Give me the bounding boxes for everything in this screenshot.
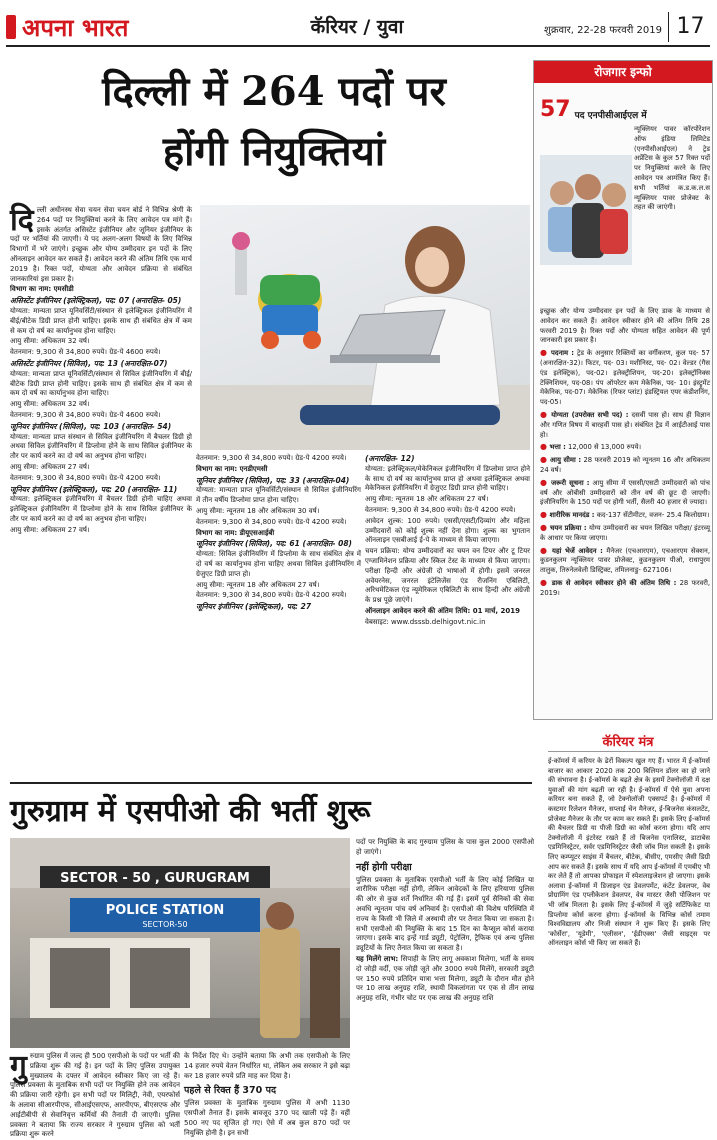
story1-dropcap: दि [10, 203, 34, 238]
paragraph: योग्यता: इलेक्ट्रिकल इंजीनियरिंग में बैचलर डिग्री होनी चाहिए अथवा इलेक्ट्रिकल इंजीनियरिंग में डिप्लोमा होने के साथ सिविल इंजीनियर के तौर पर कार्य करने का दो वर्ष का अनुभव होना चाहिए। [10, 495, 192, 523]
sidebar-headline-text: पद एनपीसीआईएल में [574, 111, 647, 121]
story1-col2-body [196, 454, 361, 612]
paragraph: वेतनमान: 9,300 से 34,800 रुपये। ग्रेड-पे 4200 रुपये। [10, 473, 161, 482]
paragraph: आयु सीमा: न्यूनतम 18 और अधिकतम 30 वर्ष। [196, 506, 320, 515]
sidebar-item-text: 12,000 से 13,000 रुपये। [568, 443, 642, 452]
sidebar-item [540, 348, 710, 408]
sidebar-item-text: 28 फरवरी 2019 को न्यूनतम 16 और अधिकतम 24 वर्ष। [540, 456, 710, 474]
rozgar-info-sidebar [533, 60, 713, 720]
paragraph: योग्यता: मान्यता प्राप्त यूनिवर्सिटी/संस्थान से सिविल इंजीनियरिंग में तीन वर्षीय डिप्लोमा प्राप्त होना चाहिए। [196, 486, 361, 505]
story2-col3b-text: पुलिस प्रवक्ता के मुताबिक एसपीओ भर्ती के लिए कोई लिखित या शारीरिक परीक्षा नहीं होगी, लेकिन आवेदकों के लिए हरियाणा पुलिस की ओर से कुछ शर्तें निर्धारित की गई हैं। इसमें पूर्व सैनिकों की सेवा अवधि न्यूनतम पांच वर्ष अनिवार्य है। एसपीओ की विशेष परिस्थिति में राज्य के किसी भी जिले में अस्थायी तौर पर तैनात किया जा सकता है। सभी एसपीओ की नियुक्ति के बाद 15 दिन का कैप्सूल कोर्स कराया जाएगा। इसके बाद इन्हें गार्ड ड्यूटी, पेट्रोलिंग, ट्रैफिक एवं अन्य पुलिस ड्यूटियों के लिए तैनात किया जा सकता है। [356, 875, 534, 953]
students-illustration [540, 155, 632, 265]
sidebar-item [540, 442, 710, 453]
post-subheading: जूनियर इंजीनियर (इलेक्ट्रिकल), पद: 27 [196, 602, 312, 612]
sidebar-item-text: ट्रेड के अनुसार रिक्तियों का वर्गीकरण, कुल पद- 57 (अनारक्षित-32)। फिटर, पद- 03। मशीनिस्ट, पद- 02। वेल्डर (गैस एंड इलेक्ट्रिक), पद-02। इलेक्ट्रीशियन, पद-20। इलेक्ट्रॉनिक्स टेक्निशियन, पद-08। पंप ऑपरेटर कम मेकेनिक, पद- 10। इंस्ट्रूमेंट मेकेनिक, पद-07। मेकेनिक (रिफर प्लांट) इंडस्ट्रियल एयर कंडीशनिंग, पद-05। [540, 349, 710, 407]
story1-col3-body [365, 454, 530, 628]
sidebar-item-text: दसवीं पास हो। साथ ही विज्ञान और गणित विषय में बारहवीं पास हो। संबंधित ट्रेड में आईटीआई पास हो। [540, 410, 710, 439]
bullet-icon: ● [540, 348, 552, 358]
story2-col3-subhead: नहीं होगी परीक्षा [356, 861, 412, 873]
section-title: कॅरियर / युवा [310, 16, 404, 38]
sidebar-item-text: योग्य उम्मीदवारों का चयन लिखित परीक्षा/ इंटरव्यू के आधार पर किया जाएगा। [540, 523, 710, 542]
sidebar-item-label: शारीरिक मानदंड : [549, 511, 595, 520]
masthead-logo [6, 12, 146, 42]
issue-date: शुक्रवार, 22-28 फरवरी 2019 [544, 25, 662, 36]
post-subheading: जूनियर इंजीनियर (सिविल), पद: 103 (अनारक्षित- 54) [10, 421, 172, 431]
bullet-icon: ● [540, 545, 553, 555]
department-label: विभाग का नाम: एमसीडी [10, 285, 74, 294]
department-label: ऑनलाइन आवेदन करने की अंतिम तिथि: 01 मार्च, 2019 [365, 606, 520, 615]
story2-benefits-text: सिपाही के लिए लागू अवकाश मिलेगा, भर्ती के समय दो जोड़ी वर्दी, एक जोड़ी जूते और 3000 रुपये मिलेंगे, सरकारी ड्यूटी पर 150 रुपये प्रतिदिन यात्रा भत्ता मिलेगा, ड्यूटी के दौरान मौत होने पर 10 लाख अनुग्रह राशि, स्थायी विकलांगता पर एक से तीन लाख अनुग्रह राशि, गंभीर चोट पर एक लाख की अनुग्रह राशि [356, 954, 534, 1003]
sidebar-top-text: न्यूक्लियर पावर कॉरपोरेशन ऑफ इंडिया लिमिटेड (एनपीसीआईएल) ने ट्रेड अप्रेंटिस के कुल 57 रिक्त पदों पर नियुक्तियां करने के लिए आवेदन पत्र आमंत्रित किए हैं। सभी भर्तियां क.ड.क.ल.स न्यूक्लियर पावर प्रोजेक्ट के तहत की जाएंगी। [634, 125, 710, 212]
station-illustration [10, 838, 350, 1048]
story1-headline [18, 62, 530, 198]
bullet-icon: ● [540, 442, 550, 452]
sidebar-item [540, 546, 710, 576]
post-subheading: असिस्टेंट इंजीनियर (सिविल), पद: 13 (अनारक्षित-07) [10, 358, 168, 368]
story2-benefits-lead: यह मिलेंगे लाभ: [356, 954, 399, 963]
sidebar-item-label: चयन प्रक्रिया : [550, 523, 587, 532]
sidebar-item-label: यहां भेजें आवेदन : [552, 546, 603, 555]
sidebar-item [540, 455, 710, 476]
police-station-photo [10, 838, 350, 1048]
paragraph: वेतनमान: 9,300 से 34,800 रुपये। ग्रेड-पे 4200 रुपये। [196, 517, 347, 526]
bullet-icon: ● [540, 510, 550, 520]
career-mantra-text: ई-कॉमर्स में करियर के ढेरों विकल्प खुल गए हैं। भारत में ई-कॉमर्स बाजार का आकार 2020 तक 200 बिलियन डॉलर का हो जाने की संभावना है। ई-कॉमर्स के बढ़ते क्षेत्र के इसमें टेक्नोलॉजी में दक्ष युवाओं की मांग बढ़ती जा रही है। ई-कॉमर्स में ऐसे युवा अपना करियर बना सकते हैं, जो टेक्नोलॉजी एक्सपर्ट है। ई-कॉमर्स में कस्टमर रिलेशन मैनेजर, सप्लाई चेन मैनेजर, ई-बिजनेस कंसलटेंट, प्रोजेक्ट मैनेजर के तौर पर काम कर सकते हैं। इसके लिए ई-कॉमर्स की बैचलर डिग्री या पीजी डिग्री का कोर्स करना होगा। यदि आप टेक्नोलॉजी में इंटरेस्ट रखते हैं तो बिजनेस एनालिस्ट, डाटाबेस एडमिनिस्ट्रेटर, सर्वर एडमिनिस्ट्रेटर जैसी जॉब मिल सकती है। इसके लिए कम्प्यूटर साइंस में बैचलर, बीटेक, बीसीए, एमसीए जैसी डिग्री आप कर सकते हैं। इसके साथ में यदि आप ई-कॉमर्स में एमबीए भी कर लेते हैं तो आपका प्रोफाइल में स्पेशलाइजेशन हो जाएगा। इसके अलावा ई-कॉमर्स में डिजाइन एंड डेवलपमेंट, कंटेंट डेवलपर, वेब प्रोग्रामिंग एंड एप्लीकेशन डेवलपर, वेब मास्टर जैसी पोजिशन पर भी जॉब मिलता है। इसके लिए ई-कॉमर्स में जुड़े सर्टिफिकेट या डिप्लोमा कोर्स करना होगा। ई-कॉमर्स के विभिन्न कोर्स तमाम विश्वविद्यालय और निजी संस्थान ने शुरू किए हैं। इसके लिए 'कोर्सेरा', 'यूडेमी', 'एलीसन', 'ईडीएक्स' जैसी साइट्स पर ऑनलाइन कोर्स भी किए जा सकते हैं। [548, 757, 710, 948]
post-subheading: (अनारक्षित- 12) [365, 454, 415, 463]
paragraph: योग्यता: मान्यता प्राप्त यूनिवर्सिटी/संस्थान से सिविल इंजीनियरिंग में बीई/बीटेक डिग्री प्राप्त होनी चाहिए। इसके साथ ही संबंधित क्षेत्र में कम से कम दो वर्ष का कार्यानुभव होना चाहिए। [10, 369, 192, 398]
sidebar-item [540, 410, 710, 440]
sidebar-big-number: 57 [540, 97, 571, 122]
post-subheading: असिस्टेंट इंजीनियर (इलेक्ट्रिकल), पद: 07 (अनारक्षित- 05) [10, 296, 182, 306]
paragraph: वेतनमान: 9,300 से 34,800 रुपये। ग्रेड-पे 4200 रुपये। [365, 505, 516, 514]
sidebar-item-label: भत्ता : [549, 443, 566, 452]
paragraph: योग्यता: इलेक्ट्रिकल/मेकेनिकल इंजीनियरिंग में डिप्लोमा प्राप्त होने के साथ दो वर्ष का कार्यानुभव प्राप्त हो अथवा इलेक्ट्रिकल अथवा मेकेनिकल इंजीनियरिंग में ग्रेजुएट डिग्री प्राप्त होनी चाहिए। [365, 464, 530, 493]
department-label: विभाग का नाम: एनडीएमसी [196, 464, 268, 473]
station-sign-2: POLICE STATION [105, 903, 225, 918]
logo-mark-icon [6, 15, 16, 39]
sidebar-item [540, 578, 710, 599]
bullet-icon: ● [540, 455, 551, 465]
paragraph: आयु सीमा: अधिकतम 32 वर्ष। [10, 400, 90, 409]
logo-text: अपना भारत [22, 12, 129, 42]
paragraph: आयु सीमा: न्यूनतम 18 और अधिकतम 27 वर्ष। [365, 495, 489, 504]
sidebar-item [540, 510, 710, 521]
story2-column-3 [356, 838, 534, 1126]
post-subheading: जूनियर इंजीनियर (सिविल), पद: 61 (अनारक्षित- 08) [196, 539, 352, 549]
paragraph: वेतनमान: 9,300 से 34,800 रुपये। ग्रेड-पे 4200 रुपये। [196, 591, 347, 600]
story2-column-2 [184, 1052, 350, 1137]
story1-column-3 [365, 454, 530, 776]
photo-illustration [200, 205, 530, 450]
story2-dropcap: गु [10, 1049, 27, 1084]
sidebar-item [540, 478, 710, 508]
department-label: विभाग का नाम: डीयूएसआईबी [196, 528, 275, 537]
story2-column-1 [10, 1049, 180, 1139]
sidebar-intro: इच्छुक और योग्य उम्मीदवार इन पदों के लिए डाक के माध्यम से आवेदन कर सकते हैं। आवेदन स्वीकार होने की अंतिम तिथि 28 फरवरी 2019 है। रिक्त पदों और योग्यता सहित आवेदन की पूर्ण जानकारी इस प्रकार है। [540, 307, 710, 345]
page-number: 17 [668, 12, 712, 42]
paragraph: वेतनमान: 9,300 से 34,800 रुपये। ग्रेड-पे 4200 रुपये। [196, 454, 347, 462]
post-subheading: जूनियर इंजीनियर (सिविल), पद: 33 (अनारक्षित-04) [196, 475, 350, 485]
bullet-icon: ● [540, 522, 551, 532]
sidebar-item [540, 523, 710, 544]
students-photo [540, 155, 632, 265]
story1-col1-body [10, 285, 192, 535]
paragraph: आयु सीमा: न्यूनतम 18 और अधिकतम 27 वर्ष। [196, 580, 320, 589]
headline-line-1: दिल्ली में 264 पदों पर [102, 68, 446, 115]
sidebar-item-label: योग्यता (उपरोक्त सभी पद) : [551, 410, 629, 419]
sidebar-item-label: आयु सीमा : [550, 456, 582, 465]
paragraph: आयु सीमा: अधिकतम 27 वर्ष। [10, 525, 90, 534]
sidebar-item-label: पदनाम : [551, 349, 574, 358]
story1-column-1 [10, 203, 192, 776]
sidebar-headline [540, 95, 710, 121]
sidebar-item-text: कद-137 सेंटीमीटर, वजन- 25.4 किलोग्राम। [596, 511, 710, 520]
station-sign-1: SECTOR - 50 , GURUGRAM [60, 871, 250, 886]
story1-intro: ल्ली अधीनस्थ सेवा चयन सेवा चयन बोर्ड ने विभिन्न श्रेणी के 264 पदों पर नियुक्तियां करने के लिए आवेदन पत्र मांगे हैं। इसके अंतर्गत असिस्टेंट इंजीनियर और जूनियर इंजीनियर के पदों पर भर्तियां की जाएगी। ये पद अलग-अलग विषयों के लिए विभिन्न विभागों में भरे जाएंगे। इच्छुक और योग्य उम्मीदवार इन पदों के लिए ऑनलाइन आवेदन कर सकते हैं। आवेदन करने की अंतिम तिथि एक मार्च 2019 है। रिक्त पदों, योग्यता और आवेदन प्रक्रिया से संबंधित जानकारियां इस प्रकार है। [10, 206, 192, 283]
header-rule [6, 45, 710, 47]
paragraph: आयु सीमा: अधिकतम 27 वर्ष। [10, 462, 90, 471]
sidebar-item-label: डाक से आवेदन स्वीकार होने की अंतिम तिथि : [551, 578, 677, 587]
bullet-icon: ● [540, 577, 552, 587]
story2-col2-text: के निर्देश दिए थे। उन्होंने बताया कि अभी तक एसपीओ के लिए 14 हजार रुपये वेतन निर्धारित था, लेकिन अब सरकार ने इसे बढ़ा कर 18 हजार रुपये प्रति माह कर दिया है। [184, 1052, 350, 1080]
paragraph: वेतनमान: 9,300 से 34,800 रुपये। ग्रेड-पे 4600 रुपये। [10, 348, 161, 357]
story2-col2b-text: पुलिस प्रवक्ता के मुताबिक गुरुग्राम पुलिस में अभी 1130 एसपीओ तैनात हैं। इसके बावजूद 370 पद खाली पड़े हैं। वहीं 500 नए पद सृजित हो गए। ऐसे में अब कुल 870 पदों पर नियुक्ति होनी है। इन सभी [184, 1099, 350, 1137]
story2-col3a-text: पदों पर नियुक्ति के बाद गुरुग्राम पुलिस के पास कुल 2000 एसपीओ हो जाएंगे। [356, 838, 534, 856]
post-subheading: जूनियर इंजीनियर (इलेक्ट्रिकल), पद: 20 (अनारक्षित- 11) [10, 484, 178, 494]
story2-col1-text: रुग्राम पुलिस में जल्द ही 500 एसपीओ के पदों पर भर्ती की प्रक्रिया शुरू की गई है। इन पदों के लिए पुलिस उपायुक्त मुख्यालय के दफ्तर में आवेदन स्वीकार किए जा रहे हैं। पुलिस प्रवक्ता के मुताबिक सभी पदों पर नियुक्ति होने तक आवेदन की प्रक्रिया जारी रहेगी। इन सभी पदों पर मिलिट्री, नेवी, एयरफोर्स के अलावा सीआरपीएफ, सीआईएसएफ, आरपीएफ, बीएसएफ और आईटीबीपी से सेवानिवृत्त कर्मियों की तैनाती दी जाएगी। पुलिस प्रवक्ता ने बताया कि राज्य सरकार ने गुरुग्राम पुलिस को भर्ती प्रक्रिया शुरू करने [10, 1052, 180, 1139]
story2-headline: गुरुग्राम में एसपीओ की भर्ती शुरू [10, 794, 371, 829]
woman-laptop-photo [200, 205, 530, 450]
career-mantra-title: कॅरियर मंत्र [548, 734, 708, 752]
sidebar-item-text: आयु सीमा में एससी/एसटी उम्मीदवारों को पांच वर्ष और ओबीसी उम्मीदवारों को तीन वर्ष की छूट दी जाएगी। इंजीनियरिंग के 150 पदों पर होगी भर्ती, सैलरी 40 हजार से ज्यादा। [540, 478, 710, 507]
sidebar-title: रोजगार इन्फो [534, 61, 712, 83]
sidebar-body [540, 307, 710, 717]
paragraph: योग्यता: मान्यता प्राप्त यूनिवर्सिटी/संस्थान से इलेक्ट्रिकल इंजीनियरिंग में बीई/बीटेक डिग्री प्राप्त होनी चाहिए। इसके साथ ही संबंधित क्षेत्र में कम से कम दो वर्ष का कार्यानुभव होना चाहिए। [10, 306, 192, 335]
paragraph: योग्यता: सिविल इंजीनियरिंग में डिप्लोमा के साथ संबंधित क्षेत्र में दो वर्ष का कार्यानुभव होना चाहिए अथवा सिविल इंजीनियरिंग में ग्रेजुएट डिग्री प्राप्त हो। [196, 550, 361, 578]
headline-line-2: होंगी नियुक्तियां [162, 128, 386, 175]
section-divider [10, 782, 532, 784]
paragraph: आवेदन शुल्क: 100 रुपये। एससी/एसटी/दिव्यांग और महिला उम्मीदवारों को कोई शुल्क नहीं देना होगा। शुल्क का भुगतान ऑनलाइन एसबीआई ई-पे के माध्यम से किया जाएगा। [365, 516, 530, 545]
paragraph: वेबसाइट: www.dsssb.delhigovt.nic.in [365, 617, 486, 626]
story1-column-2 [196, 454, 361, 776]
bullet-icon: ● [540, 477, 552, 487]
paragraph: आयु सीमा: अधिकतम 32 वर्ष। [10, 337, 90, 346]
sidebar-item-text: मैनेजर (एचआरएम), एचआरएम सेक्शन, कुडनकुलम न्यूक्लियर पावर प्रोजेक्ट, कुडनकुलम पीओ, राधापुरम तालुक, तिरुनेलवेली डिस्ट्रिक्ट, तमिलनाडु- 627106। [540, 546, 710, 575]
bullet-icon: ● [540, 409, 552, 419]
station-sign-3: SECTOR-50 [142, 920, 188, 929]
sidebar-items [540, 348, 710, 598]
sidebar-item-text: 28 फरवरी, 2019। [540, 578, 710, 597]
sidebar-item-label: जरूरी सूचना : [551, 478, 590, 487]
paragraph: चयन प्रक्रिया: योग्य उम्मीदवारों का चयन वन टियर और टू टियर एग्जामिनेशन प्रक्रिया और स्किल टेस्ट के माध्यम से किया जाएगा। परीक्षा हिन्दी और अंग्रेजी दो भाषाओं में होगी। इसमें जनरल अवेयरनेस, जनरल इंटेलिजेंस एंड रीजनिंग एबिलिटी, अरिथमेटिकल एंड न्यूमेरिकल एबिलिटी के साथ हिन्दी और अंग्रेजी के प्रश्न पूछे जाएंगे। [365, 547, 530, 605]
paragraph: वेतनमान: 9,300 से 34,800 रुपये। ग्रेड-पे 4600 रुपये। [10, 410, 161, 419]
story2-col2-subhead: पहले से रिक्त हैं 370 पद [184, 1085, 277, 1097]
paragraph: योग्यता: मान्यता प्राप्त संस्थान से सिविल इंजीनियरिंग में बैचलर डिग्री हो अथवा सिविल इंजीनियरिंग में डिप्लोमा होने के साथ सिविल इंजीनियर के तौर पर कार्य करने का दो वर्ष का अनुभव होना चाहिए। [10, 432, 192, 461]
